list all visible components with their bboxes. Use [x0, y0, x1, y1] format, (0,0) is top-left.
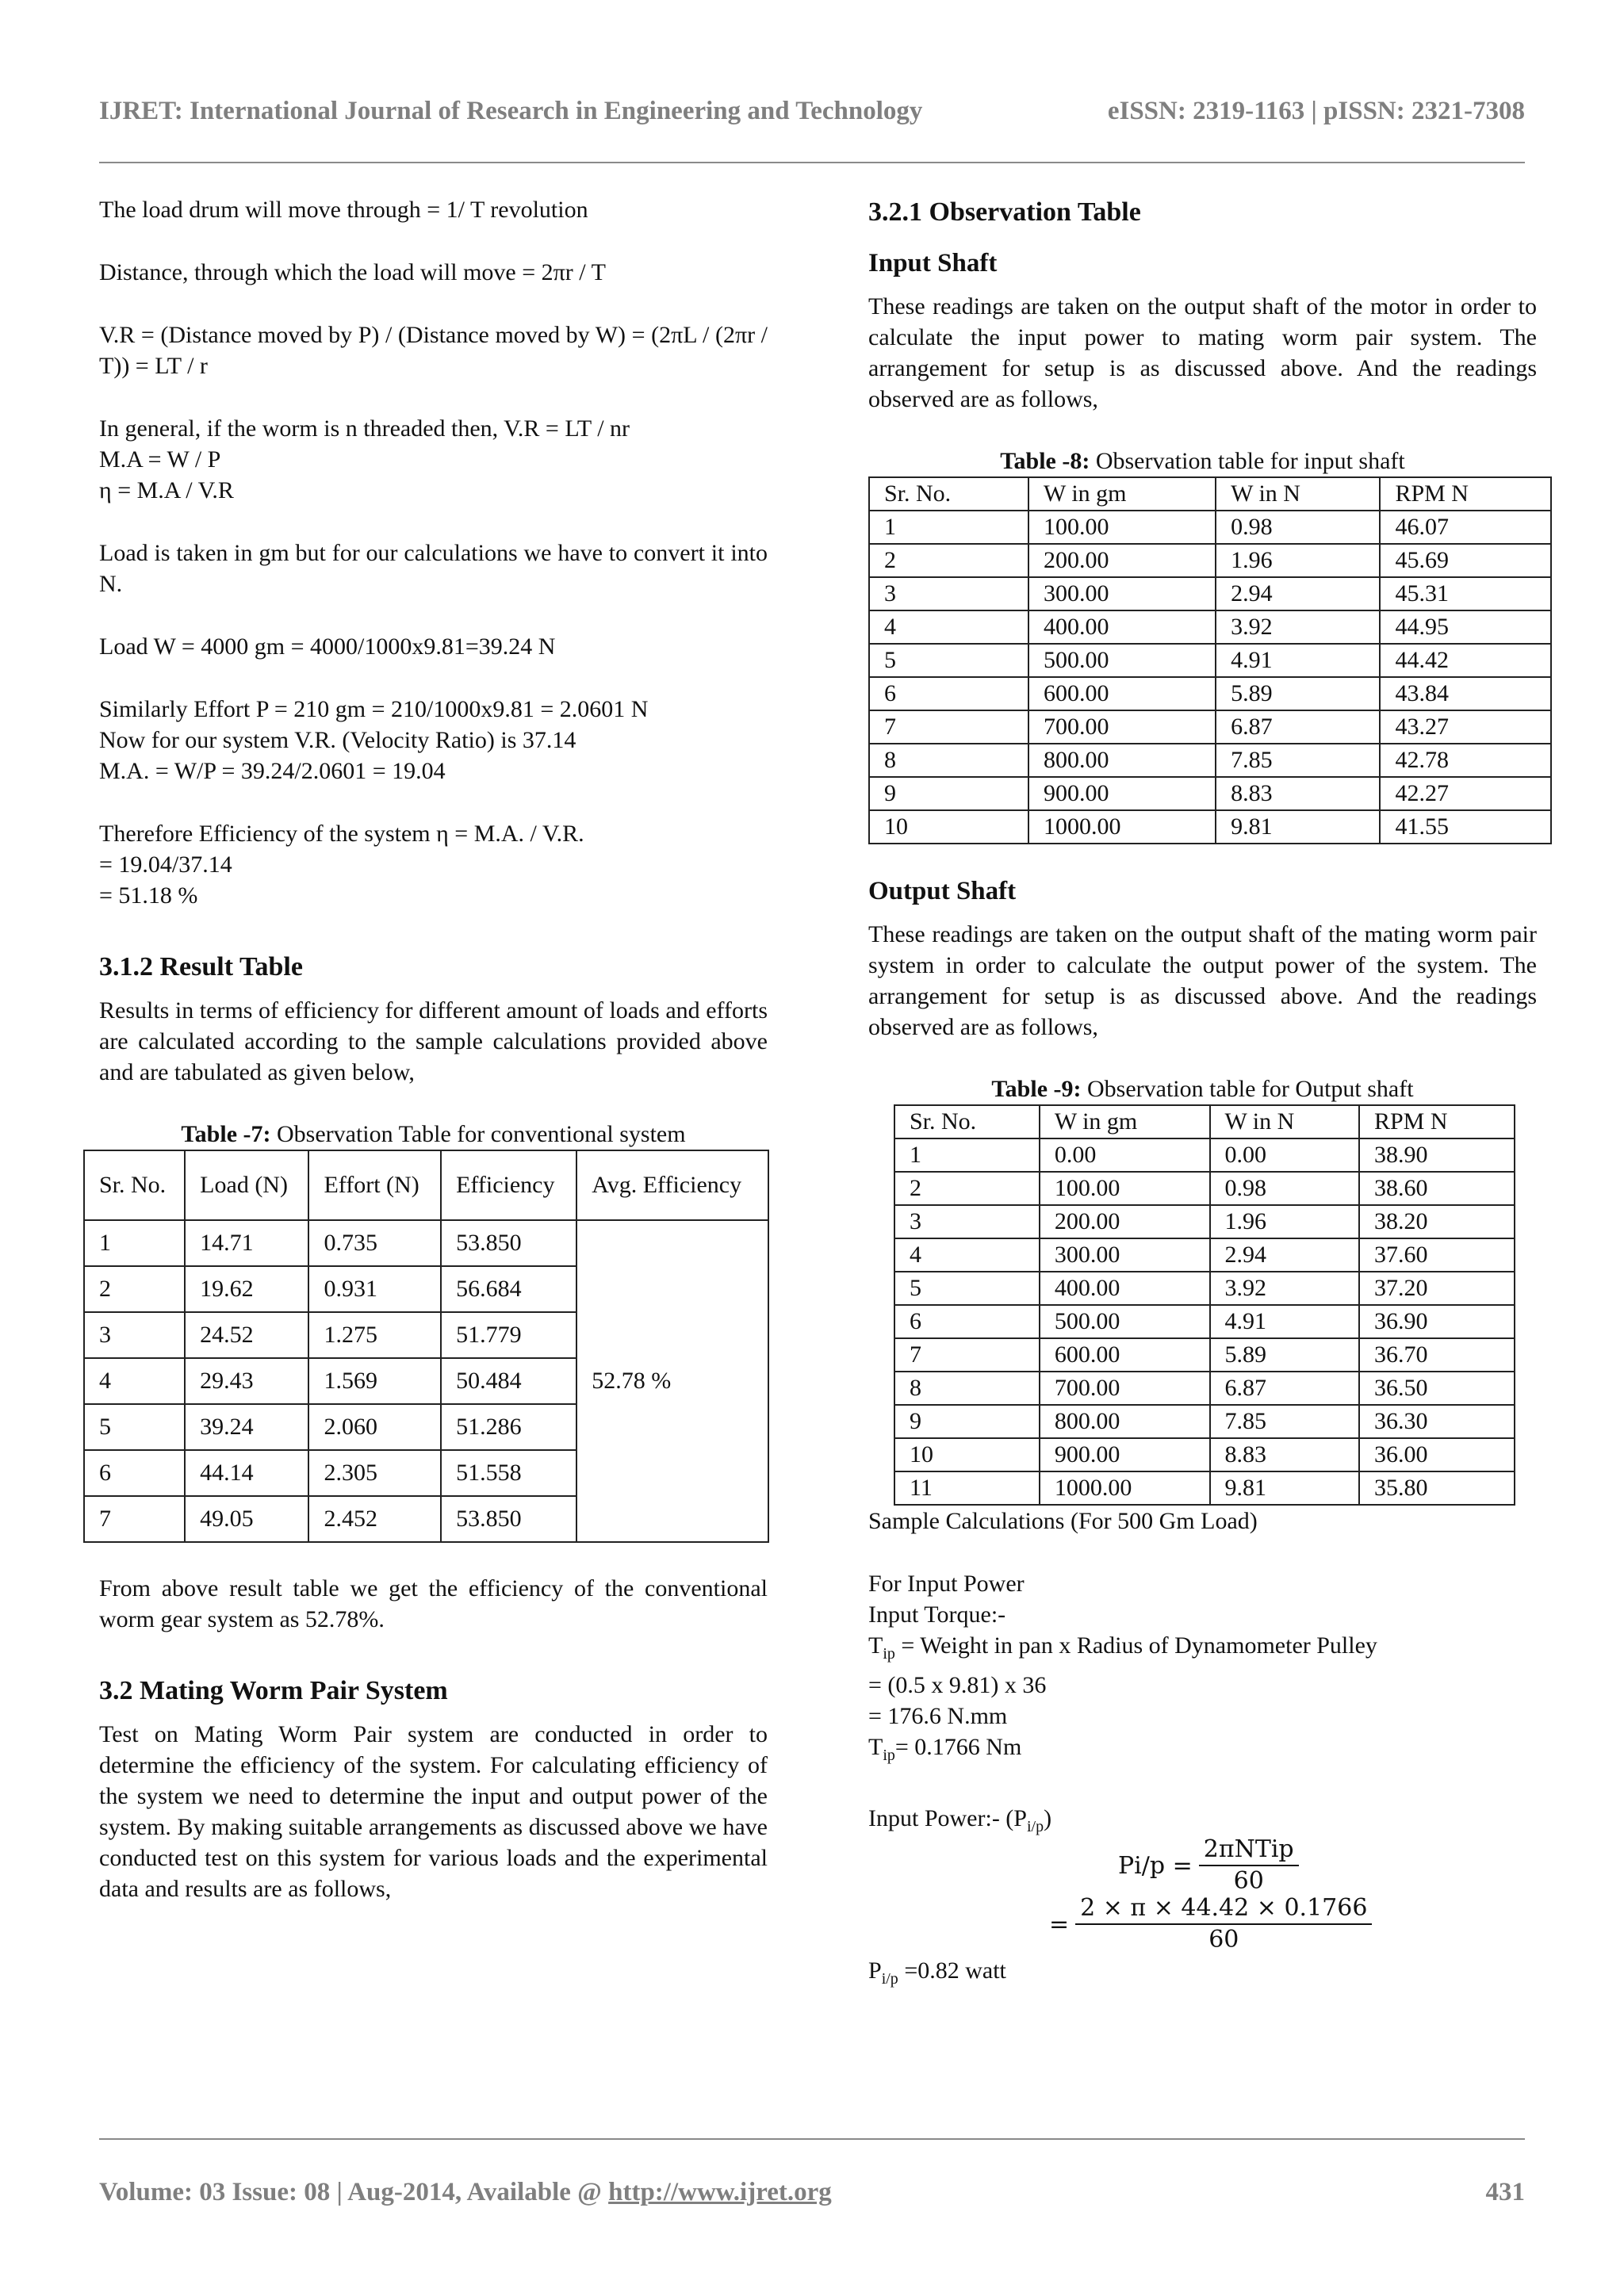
header-cell: W in gm — [1028, 477, 1216, 511]
table-row — [869, 644, 1551, 677]
cell: 41.55 — [1380, 810, 1551, 844]
text: ) — [1044, 1805, 1052, 1831]
header-cell: Sr. No. — [84, 1150, 185, 1220]
subscript: i/p — [881, 1970, 898, 1988]
cell: 51.558 — [441, 1450, 576, 1496]
cell: 46.07 — [1380, 511, 1551, 544]
numerator: 2 × π × 44.42 × 0.1766 — [1075, 1893, 1372, 1925]
footer-rule — [99, 2138, 1525, 2140]
input-power-result — [868, 1955, 1537, 1995]
cell: 0.98 — [1210, 1172, 1359, 1205]
torque-definition — [868, 1630, 1537, 1670]
page-number: 431 — [1485, 2178, 1525, 2206]
cell: 10 — [869, 810, 1028, 844]
cell: 700.00 — [1028, 710, 1216, 744]
equation-2 — [1049, 1893, 1537, 1955]
table-row — [84, 1220, 768, 1266]
cell: 7.85 — [1216, 744, 1380, 777]
text-line: = 19.04/37.14 — [99, 851, 232, 878]
cell: 14.71 — [185, 1220, 308, 1266]
text: Input Power:- (P — [868, 1805, 1027, 1831]
cell: 3.92 — [1210, 1272, 1359, 1305]
cell: 1.96 — [1210, 1205, 1359, 1238]
cell: 44.95 — [1380, 610, 1551, 644]
subscript: ip — [883, 1645, 895, 1663]
cell: 300.00 — [1040, 1238, 1210, 1272]
section-heading: 3.1.2 Result Table — [99, 952, 303, 982]
cell: 2.305 — [308, 1450, 441, 1496]
table-row — [894, 1238, 1515, 1272]
cell: 3.92 — [1216, 610, 1380, 644]
caption-label: Table -9: — [991, 1076, 1082, 1102]
cell: 1000.00 — [1028, 810, 1216, 844]
table-row — [869, 577, 1551, 610]
table-header-row — [84, 1150, 768, 1220]
text-line: M.A. = W/P = 39.24/2.0601 = 19.04 — [99, 758, 446, 784]
cell: 50.484 — [441, 1358, 576, 1404]
text-line: η = M.A / V.R — [99, 477, 234, 503]
cell: 37.60 — [1359, 1238, 1515, 1272]
cell: 45.31 — [1380, 577, 1551, 610]
cell: 3 — [894, 1205, 1040, 1238]
cell: 0.735 — [308, 1220, 441, 1266]
cell: 8 — [869, 744, 1028, 777]
text: = Weight in pan x Radius of Dynamometer Pulley — [894, 1632, 1377, 1659]
cell: 5.89 — [1210, 1338, 1359, 1372]
cell: 800.00 — [1040, 1405, 1210, 1438]
symbol: P — [868, 1957, 882, 1984]
table-row — [894, 1172, 1515, 1205]
table-caption — [868, 1074, 1537, 1104]
text-line: In general, if the worm is n threaded then, V.R = LT / nr — [99, 415, 630, 442]
table-row — [894, 1405, 1515, 1438]
cell: 2.452 — [308, 1496, 441, 1542]
avg-efficiency-cell: 52.78 % — [576, 1220, 768, 1542]
equation-1 — [1118, 1835, 1537, 1896]
cell: 0.00 — [1040, 1138, 1210, 1172]
cell: 7 — [84, 1496, 185, 1542]
cell: 4 — [894, 1238, 1040, 1272]
cell: 36.70 — [1359, 1338, 1515, 1372]
fraction — [1199, 1835, 1299, 1896]
cell: 43.84 — [1380, 677, 1551, 710]
table-caption — [99, 1119, 768, 1150]
paragraph: Test on Mating Worm Pair system are conducted in order to determine the efficiency of the system. For calculating efficiency of the system we need to determine the input and output power of the system. By making suitable arrangements as discussed above we have conducted test on this system for various loads and the experimental data and results are as follows, — [99, 1721, 768, 1902]
caption-text: Observation Table for conventional system — [270, 1121, 686, 1147]
cell: 600.00 — [1040, 1338, 1210, 1372]
result-table — [83, 1150, 769, 1543]
cell: 38.20 — [1359, 1205, 1515, 1238]
cell: 0.931 — [308, 1266, 441, 1312]
text-line: = 51.18 % — [99, 882, 198, 909]
cell: 5 — [84, 1404, 185, 1450]
cell: 36.30 — [1359, 1405, 1515, 1438]
footer-volume — [99, 2178, 832, 2207]
cell: 36.90 — [1359, 1305, 1515, 1338]
table-row — [869, 610, 1551, 644]
cell: 5 — [869, 644, 1028, 677]
denominator: 60 — [1208, 1926, 1239, 1954]
caption-label: Table -8: — [1000, 448, 1090, 474]
table-row — [894, 1272, 1515, 1305]
cell: 5 — [894, 1272, 1040, 1305]
right-column — [868, 194, 1537, 1995]
text-line: Load W = 4000 gm = 4000/1000x9.81=39.24 N — [99, 633, 556, 660]
cell: 1 — [84, 1220, 185, 1266]
cell: 7.85 — [1210, 1405, 1359, 1438]
table-row — [869, 777, 1551, 810]
header-cell: Sr. No. — [869, 477, 1028, 511]
cell: 700.00 — [1040, 1372, 1210, 1405]
cell: 6.87 — [1210, 1372, 1359, 1405]
text-line: Therefore Efficiency of the system η = M.A. / V.R. — [99, 821, 584, 847]
paragraph: Results in terms of efficiency for different amount of loads and efforts are calculated according to the sample calculations provided above and are tabulated as given below, — [99, 997, 768, 1085]
equation-lhs: Pi/p = — [1118, 1851, 1193, 1880]
cell: 900.00 — [1040, 1438, 1210, 1471]
header-cell: Avg. Efficiency — [576, 1150, 768, 1220]
cell: 500.00 — [1028, 644, 1216, 677]
cell: 1 — [894, 1138, 1040, 1172]
page-header — [99, 97, 1525, 132]
cell: 24.52 — [185, 1312, 308, 1358]
header-cell: RPM N — [1359, 1105, 1515, 1138]
text-line: The load drum will move through = 1/ T revolution — [99, 197, 588, 223]
text: =0.82 watt — [898, 1957, 1006, 1984]
table-row — [869, 710, 1551, 744]
torque-result — [868, 1732, 1537, 1771]
cell: 2.060 — [308, 1404, 441, 1450]
symbol: T — [868, 1632, 883, 1659]
left-column — [99, 194, 768, 1904]
table-header-row — [894, 1105, 1515, 1138]
header-cell: W in N — [1216, 477, 1380, 511]
cell: 2 — [894, 1172, 1040, 1205]
header-cell: W in N — [1210, 1105, 1359, 1138]
input-shaft-table — [868, 476, 1552, 844]
table-row — [894, 1372, 1515, 1405]
cell: 42.27 — [1380, 777, 1551, 810]
section-heading: 3.2.1 Observation Table — [868, 197, 1141, 227]
cell: 4 — [869, 610, 1028, 644]
cell: 500.00 — [1040, 1305, 1210, 1338]
table-caption — [868, 446, 1537, 476]
cell: 100.00 — [1040, 1172, 1210, 1205]
cell: 0.98 — [1216, 511, 1380, 544]
cell: 300.00 — [1028, 577, 1216, 610]
cell: 8 — [894, 1372, 1040, 1405]
text-line: M.A = W / P — [99, 446, 221, 473]
cell: 5.89 — [1216, 677, 1380, 710]
cell: 6 — [84, 1450, 185, 1496]
cell: 4.91 — [1210, 1305, 1359, 1338]
cell: 51.779 — [441, 1312, 576, 1358]
cell: 7 — [869, 710, 1028, 744]
table-row — [894, 1471, 1515, 1505]
cell: 200.00 — [1028, 544, 1216, 577]
cell: 11 — [894, 1471, 1040, 1505]
cell: 42.78 — [1380, 744, 1551, 777]
cell: 1.96 — [1216, 544, 1380, 577]
caption-label: Table -7: — [181, 1121, 271, 1147]
table-row — [894, 1205, 1515, 1238]
denominator: 60 — [1233, 1867, 1264, 1895]
cell: 1.569 — [308, 1358, 441, 1404]
text-line: Similarly Effort P = 210 gm = 210/1000x9.81 = 2.0601 N — [99, 696, 649, 722]
cell: 900.00 — [1028, 777, 1216, 810]
journal-link[interactable]: http://www.ijret.org — [608, 2178, 832, 2206]
text: = 0.1766 Nm — [894, 1734, 1022, 1760]
table-row — [869, 544, 1551, 577]
cell: 100.00 — [1028, 511, 1216, 544]
issn: eISSN: 2319-1163 | pISSN: 2321-7308 — [1107, 97, 1525, 125]
cell: 200.00 — [1040, 1205, 1210, 1238]
cell: 36.00 — [1359, 1438, 1515, 1471]
cell: 4 — [84, 1358, 185, 1404]
symbol: T — [868, 1734, 883, 1760]
table-row — [869, 677, 1551, 710]
cell: 1.275 — [308, 1312, 441, 1358]
table-row — [869, 744, 1551, 777]
cell: 2.94 — [1210, 1238, 1359, 1272]
table-row — [894, 1438, 1515, 1471]
cell: 0.00 — [1210, 1138, 1359, 1172]
section-heading: 3.2 Mating Worm Pair System — [99, 1676, 448, 1705]
header-cell: Effort (N) — [308, 1150, 441, 1220]
cell: 44.14 — [185, 1450, 308, 1496]
table-row — [894, 1138, 1515, 1172]
table-row — [894, 1305, 1515, 1338]
cell: 1 — [869, 511, 1028, 544]
cell: 39.24 — [185, 1404, 308, 1450]
cell: 400.00 — [1028, 610, 1216, 644]
cell: 800.00 — [1028, 744, 1216, 777]
output-shaft-table — [894, 1104, 1515, 1506]
subsection-heading: Input Shaft — [868, 249, 998, 277]
paragraph: From above result table we get the efficiency of the conventional worm gear system as 52.78%. — [99, 1575, 768, 1632]
cell: 9 — [869, 777, 1028, 810]
footer-text: Volume: 03 Issue: 08 | Aug-2014, Available @ — [99, 2178, 609, 2206]
cell: 36.50 — [1359, 1372, 1515, 1405]
cell: 53.850 — [441, 1220, 576, 1266]
text-line: Sample Calculations (For 500 Gm Load) — [868, 1508, 1258, 1534]
cell: 2 — [84, 1266, 185, 1312]
cell: 56.684 — [441, 1266, 576, 1312]
header-cell: W in gm — [1040, 1105, 1210, 1138]
cell: 400.00 — [1040, 1272, 1210, 1305]
header-cell: Load (N) — [185, 1150, 308, 1220]
cell: 6 — [869, 677, 1028, 710]
cell: 6.87 — [1216, 710, 1380, 744]
cell: 9.81 — [1216, 810, 1380, 844]
header-cell: RPM N — [1380, 477, 1551, 511]
cell: 2 — [869, 544, 1028, 577]
header-cell: Sr. No. — [894, 1105, 1040, 1138]
table-row — [894, 1338, 1515, 1372]
cell: 45.69 — [1380, 544, 1551, 577]
equation-lhs: = — [1049, 1910, 1070, 1938]
text-line: Distance, through which the load will move = 2πr / T — [99, 259, 606, 285]
caption-text: Observation table for input shaft — [1090, 448, 1405, 474]
cell: 29.43 — [185, 1358, 308, 1404]
cell: 53.850 — [441, 1496, 576, 1542]
table-row — [869, 810, 1551, 844]
paragraph: These readings are taken on the output shaft of the mating worm pair system in order to calculate the output power of the system. The arrangement for setup is as discussed above. And the readings observed are as follows, — [868, 921, 1537, 1040]
subsection-heading: Output Shaft — [868, 877, 1017, 905]
cell: 44.42 — [1380, 644, 1551, 677]
cell: 51.286 — [441, 1404, 576, 1450]
table-header-row — [869, 477, 1551, 511]
cell: 3 — [84, 1312, 185, 1358]
cell: 1000.00 — [1040, 1471, 1210, 1505]
subscript: ip — [883, 1747, 895, 1764]
cell: 38.60 — [1359, 1172, 1515, 1205]
table-row — [869, 511, 1551, 544]
cell: 43.27 — [1380, 710, 1551, 744]
cell: 8.83 — [1210, 1438, 1359, 1471]
cell: 9 — [894, 1405, 1040, 1438]
cell: 4.91 — [1216, 644, 1380, 677]
cell: 49.05 — [185, 1496, 308, 1542]
text-line: = 176.6 N.mm — [868, 1703, 1008, 1729]
journal-title: IJRET: International Journal of Research in Engineering and Technology — [99, 97, 923, 125]
cell: 35.80 — [1359, 1471, 1515, 1505]
numerator: 2πNTip — [1199, 1835, 1299, 1866]
cell: 38.90 — [1359, 1138, 1515, 1172]
cell: 10 — [894, 1438, 1040, 1471]
cell: 600.00 — [1028, 677, 1216, 710]
cell: 37.20 — [1359, 1272, 1515, 1305]
paragraph: These readings are taken on the output shaft of the motor in order to calculate the input power to mating worm pair system. The arrangement for setup is as discussed above. And the readings observed are as follows, — [868, 293, 1537, 412]
cell: 6 — [894, 1305, 1040, 1338]
header-cell: Efficiency — [441, 1150, 576, 1220]
paragraph: Load is taken in gm but for our calculations we have to convert it into N. — [99, 540, 768, 597]
cell: 8.83 — [1216, 777, 1380, 810]
subscript: i/p — [1026, 1818, 1044, 1835]
cell: 9.81 — [1210, 1471, 1359, 1505]
text-line: Now for our system V.R. (Velocity Ratio) is 37.14 — [99, 727, 576, 753]
header-rule — [99, 162, 1525, 163]
text-line: = (0.5 x 9.81) x 36 — [868, 1672, 1047, 1698]
paragraph: V.R = (Distance moved by P) / (Distance moved by W) = (2πL / (2πr / T)) = LT / r — [99, 322, 768, 379]
text-line: For Input Power — [868, 1571, 1025, 1597]
caption-text: Observation table for Output shaft — [1081, 1076, 1414, 1102]
cell: 2.94 — [1216, 577, 1380, 610]
cell: 3 — [869, 577, 1028, 610]
text-line: Input Torque:- — [868, 1601, 1006, 1628]
fraction — [1075, 1893, 1372, 1955]
page-footer — [99, 2178, 1525, 2213]
cell: 7 — [894, 1338, 1040, 1372]
cell: 19.62 — [185, 1266, 308, 1312]
